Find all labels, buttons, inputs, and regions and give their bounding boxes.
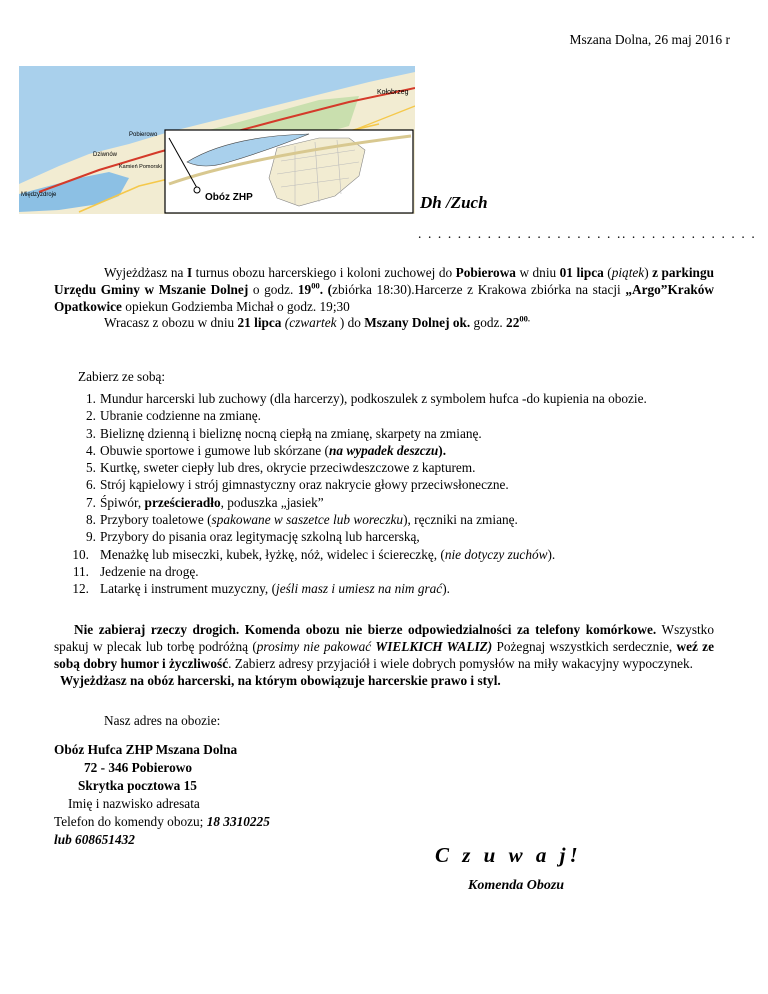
list-item: 11. Jedzenie na drogę.	[72, 563, 199, 579]
camp-address: Obóz Hufca ZHP Mszana Dolna 72 - 346 Pobierowo Skrytka pocztowa 15 Imię i nazwisko adresata Telefon do komendy obozu; 18 3310225 lub 608651432	[54, 742, 270, 847]
map-label-dziwnow: Dziwnów	[93, 152, 118, 158]
notes-paragraph: Nie zabieraj rzeczy drogich. Komenda obozu nie bierze odpowiedzialności za telefony komórkowe. Wszystko spakuj w plecak lub torbę podróżną (prosimy nie pakować WIELKICH WALIZ) Pożegnaj wszystkich serdecznie, weź ze sobą dobry humor i życzliwość. Zabierz adresy przyjaciół i wiele dobrych pomysłów na miły wakacyjny wypoczynek. Wyjeżdżasz na obóz harcerski, na którym obowiązuje harcerskie prawo i styl.	[54, 622, 714, 688]
address-lead: Nasz adres na obozie:	[104, 713, 221, 728]
date-line: Mszana Dolna, 26 maj 2016 r	[569, 32, 730, 47]
list-item: 6. Strój kąpielowy i strój gimnastyczny oraz nakrycie głowy przeciwsłoneczne.	[86, 477, 509, 493]
list-item: 4. Obuwie sportowe i gumowe lub skórzane (na wypadek deszczu).	[86, 442, 447, 458]
list-item: 3. Bieliznę dzienną i bieliznę nocną ciepłą na zmianę, skarpety na zmianę.	[86, 425, 482, 441]
map-label-kolobrzeg: Kołobrzeg	[377, 89, 409, 96]
list-item: 7. Śpiwór, prześcieradło, poduszka „jasiek”	[86, 494, 324, 510]
map-label-camp: Obóz ZHP	[205, 192, 253, 203]
camp-marker	[194, 187, 200, 193]
area-map	[19, 66, 415, 214]
departure-paragraph: Wyjeżdżasz na I turnus obozu harcerskiego i koloni zuchowej do Pobierowa w dniu 01 lipca (piątek) z parkingu Urzędu Gminy w Mszanie Dolnej o godz. $19^{00}$. (zbiórka 18:30).Harcerze z Krakowa zbiórka na stacji „Argo”Kraków Opatkowice opiekun Godziemba Michał o godz. 19;30	[54, 265, 714, 314]
map-label-kamien: Kamień Pomorski	[119, 164, 163, 170]
list-item: 9. Przybory do pisania oraz legitymację szkolną lub harcerską,	[86, 529, 420, 545]
map-label-pobierowo: Pobierowo	[129, 132, 158, 138]
list-item: 2. Ubranie codzienne na zmianę.	[86, 408, 261, 424]
packing-list-title: Zabierz ze sobą:	[78, 369, 166, 384]
packing-list	[54, 390, 716, 598]
list-item: 5. Kurtkę, sweter ciepły lub dres, okrycie przeciwdeszczowe z kapturem.	[86, 460, 476, 476]
recipient-name-line: . . . . . . . . . . . . . . . . . . . . .. . . . . . . . . . . . . .	[418, 226, 757, 241]
recipient-heading: Dh /Zuch	[420, 193, 488, 212]
list-item: 8. Przybory toaletowe (spakowane w saszetce lub woreczku), ręczniki na zmianę.	[86, 512, 518, 528]
closing-motto: C z u w a j!	[435, 843, 582, 867]
signature: Komenda Obozu	[468, 878, 565, 893]
list-item: 12. Latarkę i instrument muzyczny, (jeśli masz i umiesz na nim grać).	[72, 581, 450, 597]
list-item: 1. Mundur harcerski lub zuchowy (dla harcerzy), podkoszulek z symbolem hufca -do kupienia na obozie.	[86, 391, 647, 406]
return-line: Wracasz z obozu w dniu 21 lipca (czwartek ) do Mszany Dolnej ok. godz. $22^{00.}$	[104, 313, 530, 330]
map-label-miedzyzdroje: Międzyzdroje	[21, 192, 57, 198]
list-item: 10. Menażkę lub miseczki, kubek, łyżkę, nóż, widelec i ściereczkę, (nie dotyczy zuchów).	[72, 546, 556, 562]
